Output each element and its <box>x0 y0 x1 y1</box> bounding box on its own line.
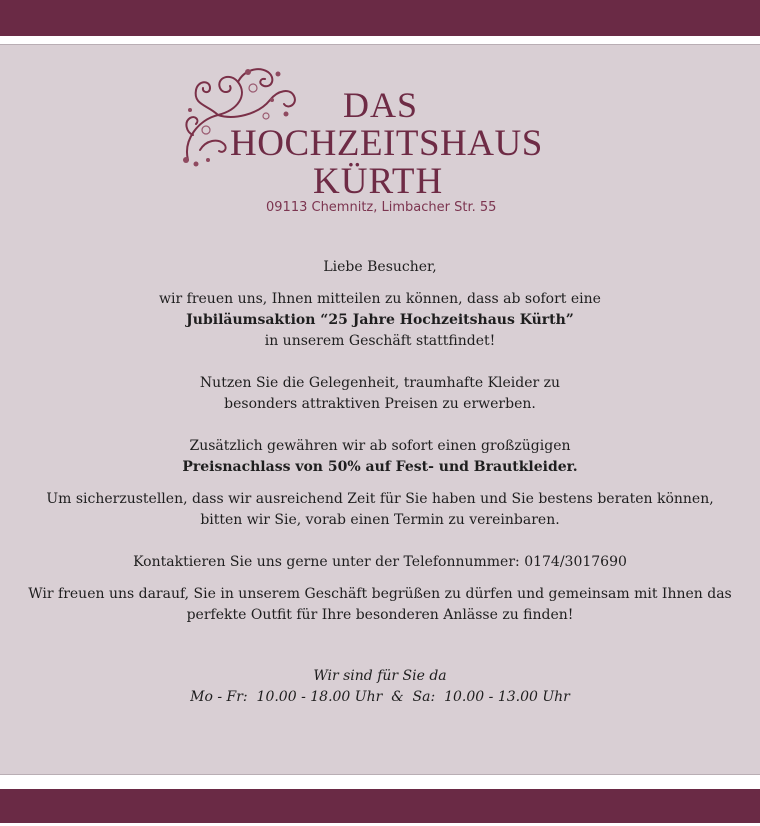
anniversary-headline: Jubiläumsaktion “25 Jahre Hochzeitshaus Kürth” <box>186 312 574 328</box>
appointment-text: Um sicherzustellen, dass wir ausreichend Zeit für Sie haben und Sie bestens beraten können, <box>46 491 714 507</box>
intro-text-end: in unserem Geschäft stattfindet! <box>264 333 496 349</box>
logo-title-line2: HOCHZEITSHAUS <box>230 123 543 164</box>
announcement <box>0 257 760 708</box>
contact-text: Kontaktieren Sie uns gerne unter der Telefonnummer: 0174/3017690 <box>133 554 627 570</box>
address: 09113 Chemnitz, Limbacher Str. 55 <box>266 200 497 215</box>
intro-text: wir freuen uns, Ihnen mitteilen zu können, dass ab sofort eine <box>159 291 601 307</box>
top-bar <box>0 0 760 36</box>
logo <box>178 60 588 220</box>
closing-text-end: perfekte Outfit für Ihre besonderen Anlässe zu finden! <box>186 607 574 623</box>
greeting: Liebe Besucher, <box>323 259 437 275</box>
discount-headline: Preisnachlass von 50% auf Fest- und Brautkleider. <box>182 459 578 475</box>
bottom-bar <box>0 789 760 823</box>
logo-title-line1: DAS <box>343 85 419 125</box>
offer-text: Nutzen Sie die Gelegenheit, traumhafte Kleider zu <box>199 375 561 391</box>
hours-title: Wir sind für Sie da <box>313 668 447 684</box>
logo-title-line3: KÜRTH <box>313 161 444 202</box>
appointment-text-end: bitten wir Sie, vorab einen Termin zu vereinbaren. <box>200 512 560 528</box>
discount-text: Zusätzlich gewähren wir ab sofort einen großzügigen <box>189 438 571 454</box>
offer-text-end: besonders attraktiven Preisen zu erwerben. <box>224 396 536 412</box>
closing-text: Wir freuen uns darauf, Sie in unserem Geschäft begrüßen zu dürfen und gemeinsam mit Ihnen das <box>28 586 732 602</box>
opening-hours: Mo - Fr: 10.00 - 18.00 Uhr & Sa: 10.00 - 13.00 Uhr <box>190 689 570 705</box>
